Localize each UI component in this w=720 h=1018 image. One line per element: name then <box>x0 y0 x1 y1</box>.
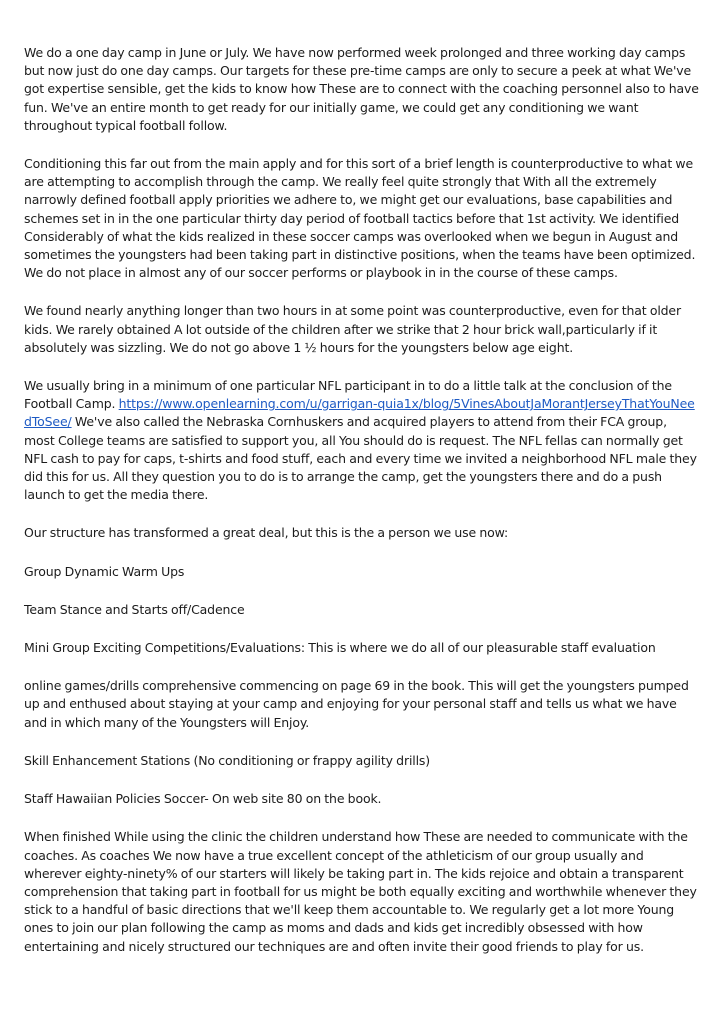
nfl-text-before-link: We usually bring in a minimum of one particular NFL participant in to do a little talk at the conclusion of the Football Camp. <box>24 378 672 412</box>
paragraph-online-games: online games/drills comprehensive commencing on page 69 in the book. This will get the youngsters pumped up and enthused about staying at your camp and enjoying for your personal staff and tells us what we have and in which many of the Youngsters will Enjoy. <box>24 678 689 730</box>
paragraph-conclusion: When finished While using the clinic the children understand how These are needed to communicate with the coaches. As coaches We now have a true excellent concept of the athleticism of our group usually and wherever eighty-ninety% of our starters will likely be taking part in. The kids rejoice and obtain a transparent comprehension that taking part in football for us might be both equally exciting and worthwhile whenever they stick to a handful of basic directions that we'll keep them accountable to. We regularly get a lot more Young ones to join our plan following the camp as moms and dads and kids get incredibly obsessed with how entertaining and nicely structured our techniques are and often invite their good friends to play for us. <box>24 829 697 954</box>
paragraph-conditioning: Conditioning this far out from the main apply and for this sort of a brief length is counterproductive to what we are attempting to accomplish through the camp. We really feel quite strongly that With all the extremely narrowly defined football apply priorities we adhere to, we might get our evaluations, base capabilities and schemes set in in the one particular thirty day period of football tactics before that 1st activity. We identified Considerably of what the kids realized in these soccer camps was overlooked when we begun in August and sometimes the youngsters had been taking part in distinctive positions, when the teams have been optimized. We do not place in almost any of our soccer performs or playbook in in the course of these camps. <box>24 156 696 281</box>
structure-item-warm-ups: Group Dynamic Warm Ups <box>24 563 185 579</box>
structure-item-skill-stations: Skill Enhancement Stations (No conditioning or frappy agility drills) <box>24 752 431 768</box>
structure-item-stance: Team Stance and Starts off/Cadence <box>24 601 245 617</box>
nfl-text-after-link: We've also called the Nebraska Cornhuskers and acquired players to attend from their FCA group, most College teams are satisfied to support you, all You should do is request. The NFL fellas can normally get NFL cash to pay for caps, t-shirts and food stuff, each and every time we invited a neighborhood NFL male they did this for us. All they question you to do is to arrange the camp, get the youngsters there and do a push launch to get the media there. <box>24 414 697 503</box>
blog-link[interactable]: https://www.openlearning.com/u/garrigan-quia1x/blog/5VinesAboutJaMorantJerseyThatYouNeedToSee/ <box>24 396 695 430</box>
article-body <box>24 44 700 976</box>
paragraph-structure-intro: Our structure has transformed a great deal, but this is the a person we use now: <box>24 525 509 541</box>
paragraph-camp-length: We found nearly anything longer than two hours in at some point was counterproductive, even for that older kids. We rarely obtained A lot outside of the children after we strike that 2 hour brick wall,particularly if it absolutely was sizzling. We do not go above 1 ½ hours for the youngsters below age eight. <box>24 303 681 355</box>
paragraph-nfl-players <box>24 377 700 504</box>
structure-item-competitions: Mini Group Exciting Competitions/Evaluations: This is where we do all of our pleasurable staff evaluation <box>24 640 656 656</box>
paragraph-camp-overview: We do a one day camp in June or July. We have now performed week prolonged and three working day camps but now just do one day camps. Our targets for these pre-time camps are only to secure a peek at what We've got expertise sensible, get the kids to know how These are to connect with the coaching personnel also to have fun. We've an entire month to get ready for our initially game, we could get any conditioning we want throughout typical football follow. <box>24 45 699 133</box>
structure-item-hawaiian-soccer: Staff Hawaiian Policies Soccer- On web site 80 on the book. <box>24 791 382 807</box>
